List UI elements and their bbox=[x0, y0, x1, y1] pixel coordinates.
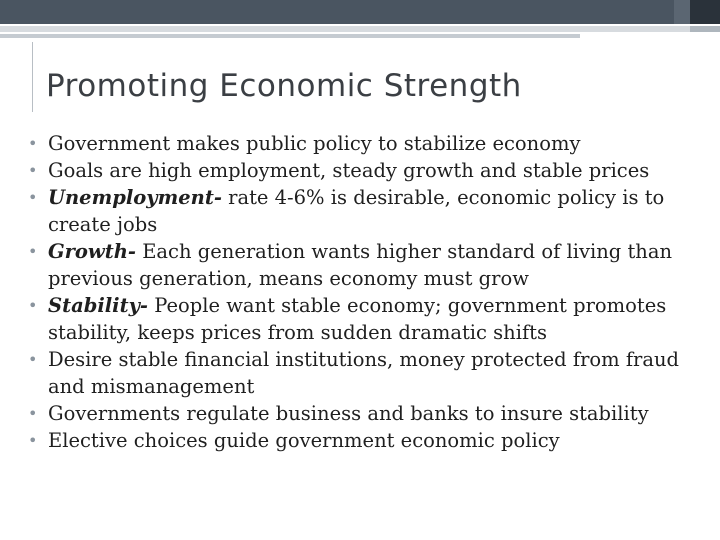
decorative-line bbox=[0, 26, 720, 32]
top-band-accent bbox=[674, 0, 690, 24]
bullet-text: rate 4-6% is desirable, economic policy is to create jobs bbox=[48, 186, 665, 236]
bullet-icon: • bbox=[28, 431, 38, 450]
bullet-icon: • bbox=[28, 296, 38, 315]
bullet-item bbox=[28, 292, 708, 346]
bullet-text: Elective choices guide government economic policy bbox=[48, 429, 560, 452]
title-divider bbox=[32, 42, 33, 112]
decorative-line bbox=[690, 26, 720, 32]
bullet-text: Goals are high employment, steady growth and stable prices bbox=[48, 159, 650, 182]
top-band bbox=[0, 0, 720, 24]
bullet-text: Governments regulate business and banks to insure stability bbox=[48, 402, 649, 425]
bullet-icon: • bbox=[28, 242, 38, 261]
bullet-icon: • bbox=[28, 404, 38, 423]
bullet-icon: • bbox=[28, 350, 38, 369]
bullet-item bbox=[28, 238, 708, 292]
bullet-item bbox=[28, 346, 708, 400]
bullet-text: People want stable economy; government promotes stability, keeps prices from sudden dramatic shifts bbox=[48, 294, 667, 344]
bullet-text: Desire stable financial institutions, money protected from fraud and mismanagement bbox=[48, 348, 680, 398]
bullet-lead: Growth- bbox=[48, 240, 136, 263]
bullet-text: Government makes public policy to stabilize economy bbox=[48, 132, 581, 155]
bullet-icon: • bbox=[28, 134, 38, 153]
bullet-text: Each generation wants higher standard of living than previous generation, means economy must grow bbox=[48, 240, 673, 290]
bullet-item bbox=[28, 157, 708, 184]
bullet-item bbox=[28, 400, 708, 427]
top-band-corner bbox=[690, 0, 720, 24]
slide-title: Promoting Economic Strength bbox=[46, 68, 522, 104]
bullet-lead: Stability- bbox=[48, 294, 149, 317]
bullet-list bbox=[28, 130, 708, 454]
decorative-line bbox=[0, 34, 580, 38]
bullet-item bbox=[28, 130, 708, 157]
bullet-item bbox=[28, 427, 708, 454]
bullet-icon: • bbox=[28, 161, 38, 180]
bullet-lead: Unemployment- bbox=[48, 186, 222, 209]
bullet-icon: • bbox=[28, 188, 38, 207]
bullet-item bbox=[28, 184, 708, 238]
